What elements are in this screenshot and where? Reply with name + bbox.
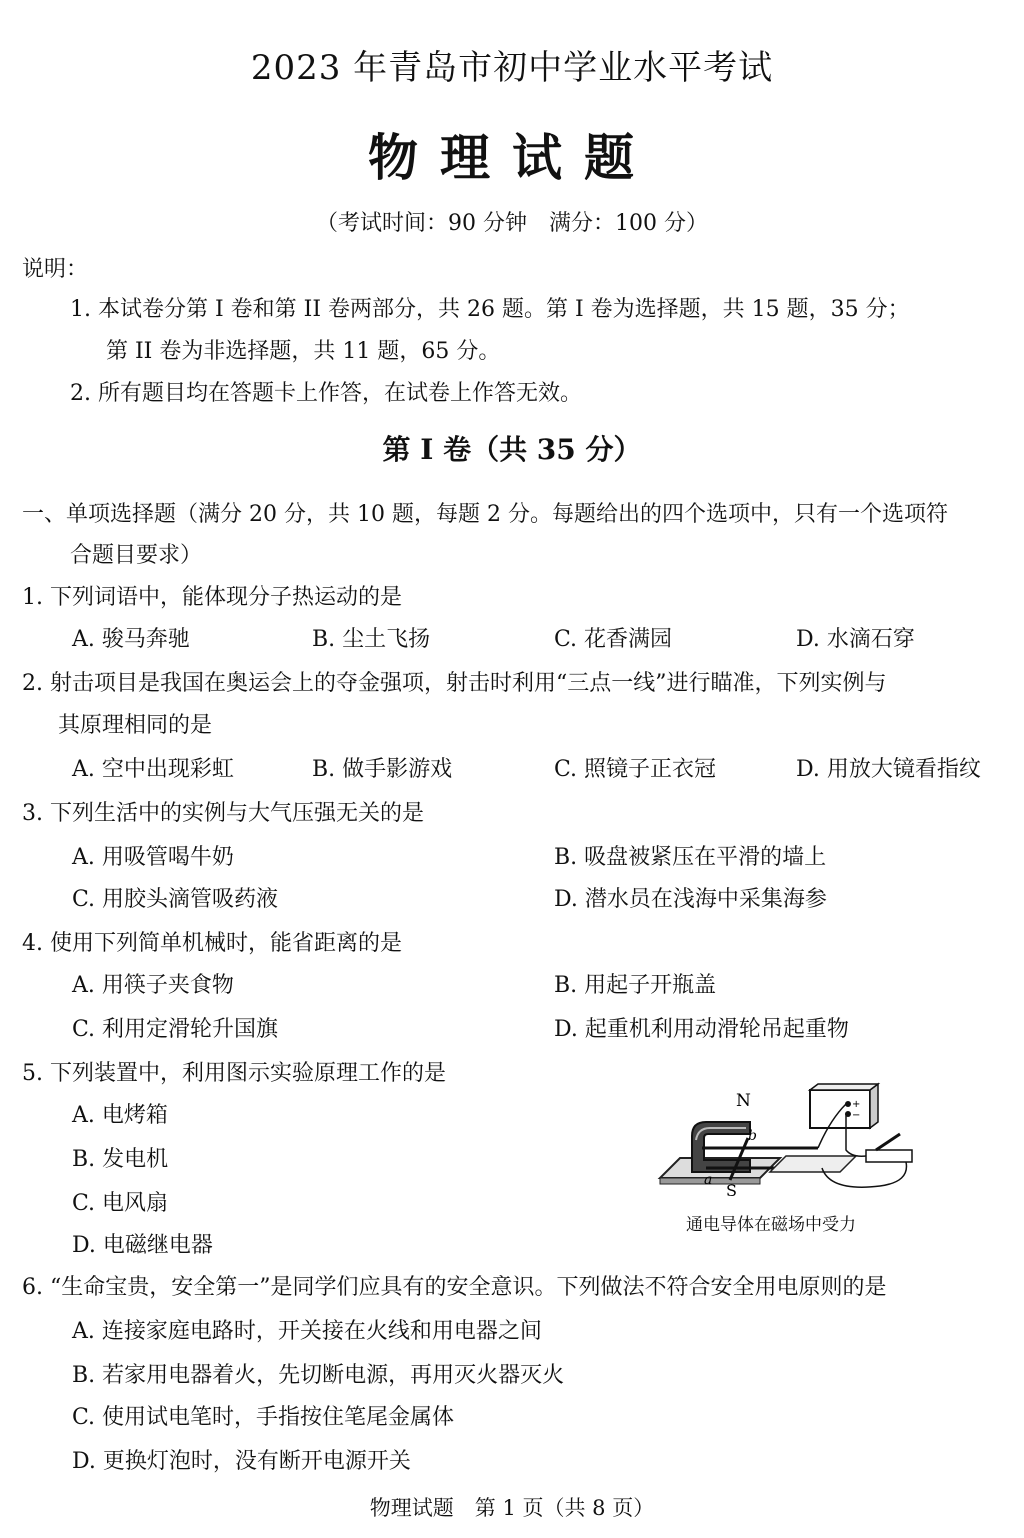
question-5-option-c: C. 电风扇 bbox=[72, 1191, 169, 1216]
question-3-stem: 3. 下列生活中的实例与大气压强无关的是 bbox=[22, 801, 424, 826]
label-b: b bbox=[748, 1128, 757, 1144]
question-1-option-a: A. 骏马奔驰 bbox=[72, 627, 190, 652]
question-6-option-a: A. 连接家庭电路时，开关接在火线和用电器之间 bbox=[72, 1319, 542, 1344]
question-2-option-b: B. 做手影游戏 bbox=[312, 757, 453, 782]
question-5-option-a: A. 电烤箱 bbox=[72, 1103, 168, 1128]
instruction-item-1: 1. 本试卷分第 I 卷和第 II 卷两部分，共 26 题。第 I 卷为选择题，共 15 题，35 分； bbox=[70, 297, 910, 322]
question-2-option-d: D. 用放大镜看指纹 bbox=[796, 757, 981, 782]
question-6-option-c: C. 使用试电笔时，手指按住笔尾金属体 bbox=[72, 1405, 455, 1430]
question-1-stem: 1. 下列词语中，能体现分子热运动的是 bbox=[22, 585, 402, 610]
question-4-option-b: B. 用起子开瓶盖 bbox=[554, 973, 717, 998]
question-4-stem: 4. 使用下列简单机械时，能省距离的是 bbox=[22, 931, 402, 956]
minus-label: − bbox=[852, 1110, 861, 1121]
page-footer: 物理试题 第 1 页（共 8 页） bbox=[369, 1496, 655, 1520]
question-6-stem: 6. “生命宝贵，安全第一”是同学们应具有的安全意识。下列做法不符合安全用电原则的是 bbox=[22, 1275, 887, 1300]
part-one-heading-cont: 合题目要求） bbox=[70, 543, 203, 568]
magnet-experiment-figure bbox=[640, 1080, 940, 1210]
exam-title: 2023 年青岛市初中学业水平考试 bbox=[250, 48, 774, 88]
question-4-option-d: D. 起重机利用动滑轮吊起重物 bbox=[554, 1017, 849, 1042]
question-5-option-b: B. 发电机 bbox=[72, 1147, 169, 1172]
plus-label: + bbox=[852, 1099, 861, 1110]
question-1-option-d: D. 水滴石穿 bbox=[796, 627, 915, 652]
question-3-option-c: C. 用胶头滴管吸药液 bbox=[72, 887, 279, 912]
label-s: S bbox=[726, 1181, 737, 1200]
question-1-option-b: B. 尘土飞扬 bbox=[312, 627, 431, 652]
question-3-option-b: B. 吸盘被紧压在平滑的墙上 bbox=[554, 845, 827, 870]
figure-caption: 通电导体在磁场中受力 bbox=[686, 1215, 856, 1235]
question-2-stem-cont: 其原理相同的是 bbox=[58, 713, 213, 738]
instruction-item-1-cont: 第 II 卷为非选择题，共 11 题，65 分。 bbox=[106, 339, 501, 364]
exam-info: （考试时间：90 分钟 满分：100 分） bbox=[316, 211, 708, 236]
instructions-label: 说明： bbox=[22, 257, 89, 282]
power-supply bbox=[810, 1090, 870, 1128]
question-2-option-a: A. 空中出现彩虹 bbox=[72, 757, 234, 782]
label-a: a bbox=[704, 1172, 713, 1188]
subject-title: 物理试题 bbox=[368, 128, 656, 187]
question-4-option-c: C. 利用定滑轮升国旗 bbox=[72, 1017, 279, 1042]
question-2-stem: 2. 射击项目是我国在奥运会上的夺金强项，射击时利用“三点一线”进行瞄准，下列实例与 bbox=[22, 671, 887, 696]
question-5-stem: 5. 下列装置中，利用图示实验原理工作的是 bbox=[22, 1061, 446, 1086]
switch bbox=[866, 1150, 912, 1162]
question-6-option-b: B. 若家用电器着火，先切断电源，再用灭火器灭火 bbox=[72, 1363, 565, 1388]
part-one-heading: 一、单项选择题（满分 20 分，共 10 题，每题 2 分。每题给出的四个选项中，只有一个选项符 bbox=[22, 502, 948, 527]
question-1-option-c: C. 花香满园 bbox=[554, 627, 673, 652]
label-n: N bbox=[736, 1091, 751, 1111]
question-3-option-a: A. 用吸管喝牛奶 bbox=[72, 845, 234, 870]
question-5-option-d: D. 电磁继电器 bbox=[72, 1233, 213, 1258]
question-2-option-c: C. 照镜子正衣冠 bbox=[554, 757, 717, 782]
question-6-option-d: D. 更换灯泡时，没有断开电源开关 bbox=[72, 1449, 411, 1474]
question-4-option-a: A. 用筷子夹食物 bbox=[72, 973, 234, 998]
instruction-item-2: 2. 所有题目均在答题卡上作答，在试卷上作答无效。 bbox=[70, 381, 582, 406]
question-3-option-d: D. 潜水员在浅海中采集海参 bbox=[554, 887, 827, 912]
section-title: 第 I 卷（共 35 分） bbox=[382, 433, 642, 466]
